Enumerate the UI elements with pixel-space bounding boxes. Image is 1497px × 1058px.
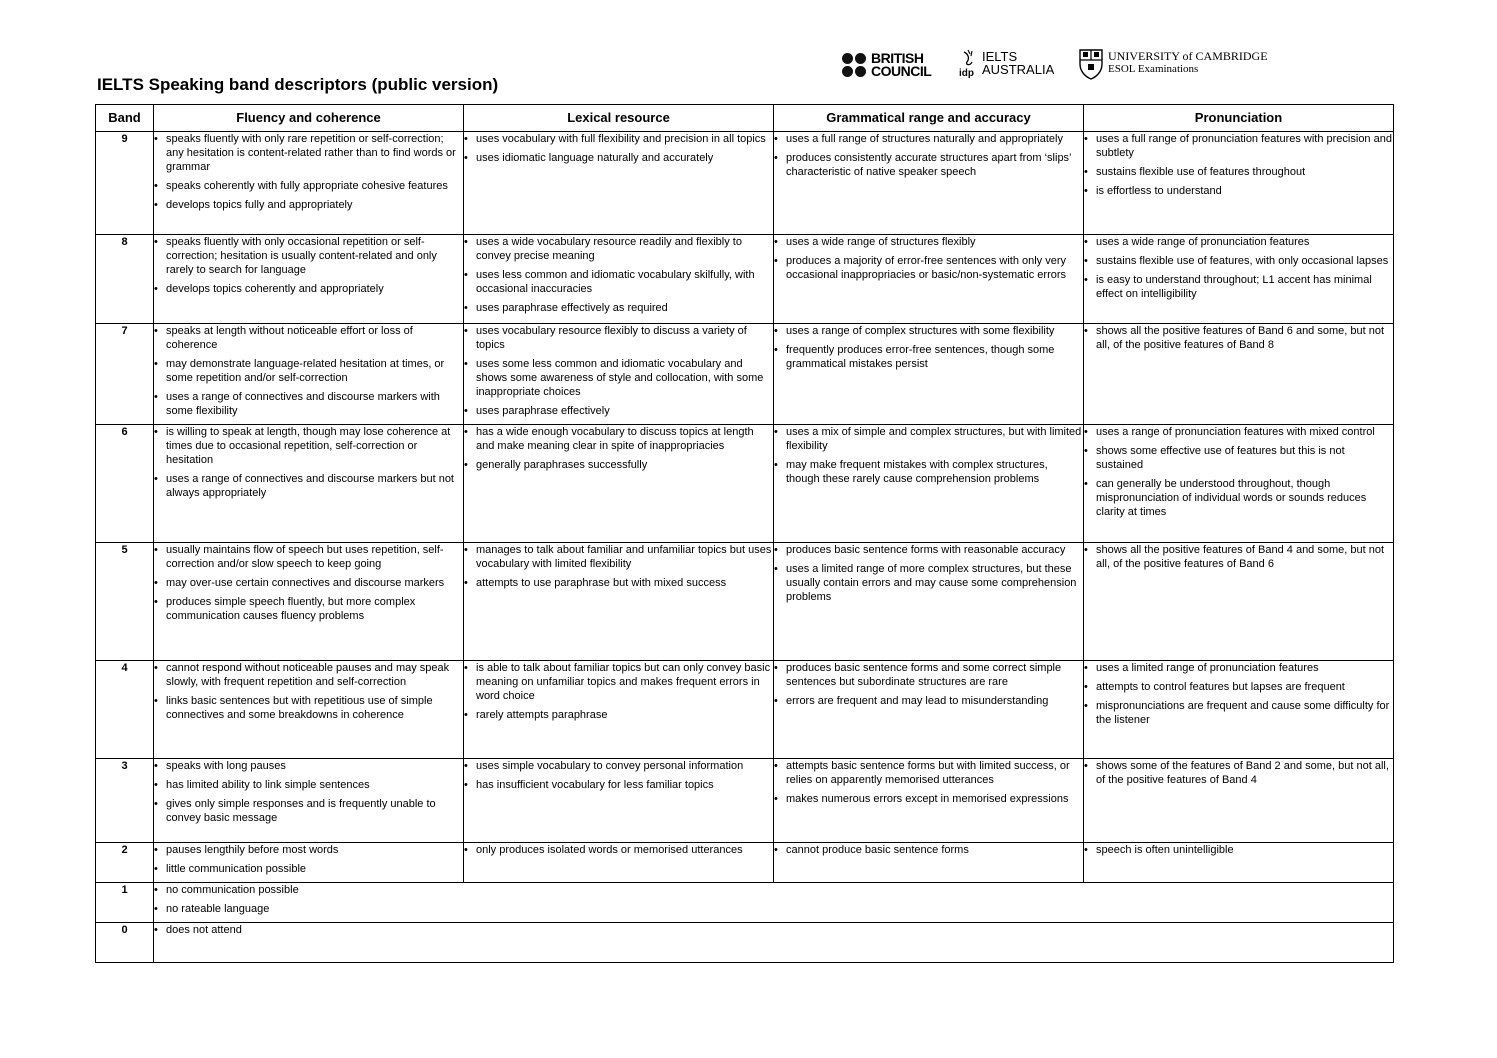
british-council-text-line2: COUNCIL xyxy=(871,63,932,79)
descriptor-cell-fluency xyxy=(154,425,464,543)
descriptor-item: • makes numerous errors except in memorised expressions xyxy=(774,792,1083,806)
descriptor-item: • may over-use certain connectives and discourse markers xyxy=(154,576,463,590)
descriptor-cell-pronunciation xyxy=(1084,843,1394,883)
descriptor-list xyxy=(464,543,773,590)
descriptor-item: • uses a wide range of pronunciation features xyxy=(1084,235,1393,249)
descriptor-item: • uses a range of connectives and discourse markers with some flexibility xyxy=(154,390,463,418)
descriptor-list xyxy=(774,235,1083,282)
descriptor-item: • sustains flexible use of features throughout xyxy=(1084,165,1393,179)
descriptor-item: • may make frequent mistakes with complex structures, though these rarely cause comprehension problems xyxy=(774,458,1083,486)
descriptor-item: • attempts to control features but lapses are frequent xyxy=(1084,680,1393,694)
column-header-pronunciation: Pronunciation xyxy=(1084,105,1394,132)
descriptor-list xyxy=(1084,132,1393,198)
descriptor-cell-lexical xyxy=(464,235,774,324)
table-row xyxy=(96,661,1394,759)
descriptor-item: • does not attend xyxy=(154,923,1393,937)
descriptor-cell-pronunciation xyxy=(1084,543,1394,661)
descriptor-item: • links basic sentences but with repetitious use of simple connectives and some breakdowns in coherence xyxy=(154,694,463,722)
descriptor-item: • mispronunciations are frequent and cause some difficulty for the listener xyxy=(1084,699,1393,727)
descriptor-item: • uses simple vocabulary to convey personal information xyxy=(464,759,773,773)
band-number: 9 xyxy=(96,132,154,235)
idp-mark-text: idp xyxy=(959,68,974,79)
idp-mark-icon xyxy=(958,48,980,80)
descriptor-list xyxy=(1084,425,1393,519)
descriptor-item: • produces basic sentence forms with reasonable accuracy xyxy=(774,543,1083,557)
column-header-fluency: Fluency and coherence xyxy=(154,105,464,132)
descriptor-cell-lexical xyxy=(464,132,774,235)
descriptor-list xyxy=(774,132,1083,179)
ielts-text: IELTS xyxy=(982,49,1018,64)
table-row xyxy=(96,883,1394,923)
descriptor-cell-fluency xyxy=(154,759,464,843)
descriptor-item: • uses a wide range of structures flexibly xyxy=(774,235,1083,249)
descriptor-cell-lexical xyxy=(464,324,774,425)
descriptor-item: • can generally be understood throughout, though mispronunciation of individual words or sounds reduces clarity at times xyxy=(1084,477,1393,519)
descriptor-list xyxy=(154,425,463,500)
ielts-australia-logo xyxy=(958,48,1058,80)
descriptor-cell-grammar xyxy=(774,235,1084,324)
descriptor-item: • uses a limited range of more complex structures, but these usually contain errors and may cause some comprehension problems xyxy=(774,562,1083,604)
column-header-band: Band xyxy=(96,105,154,132)
band-number: 8 xyxy=(96,235,154,324)
descriptor-cell-pronunciation xyxy=(1084,759,1394,843)
descriptor-item: • speaks with long pauses xyxy=(154,759,463,773)
descriptor-list xyxy=(154,923,1393,937)
descriptor-item: • cannot respond without noticeable pauses and may speak slowly, with frequent repetition and self-correction xyxy=(154,661,463,689)
descriptor-cell-fluency xyxy=(154,132,464,235)
table-row xyxy=(96,324,1394,425)
descriptor-cell-pronunciation xyxy=(1084,132,1394,235)
descriptor-cell-pronunciation xyxy=(1084,235,1394,324)
table-header-row xyxy=(96,105,1394,132)
descriptor-list xyxy=(464,759,773,792)
descriptor-list xyxy=(1084,843,1393,857)
british-council-text-line1: BRITISH xyxy=(871,50,924,66)
band-number: 1 xyxy=(96,883,154,923)
descriptor-list xyxy=(774,324,1083,371)
descriptor-item: • has insufficient vocabulary for less familiar topics xyxy=(464,778,773,792)
descriptor-cell-lexical xyxy=(464,425,774,543)
descriptor-list xyxy=(154,132,463,212)
cambridge-crest-icon xyxy=(1078,48,1104,80)
descriptor-list xyxy=(154,759,463,825)
descriptor-cell-lexical xyxy=(464,661,774,759)
cambridge-name-text: UNIVERSITY of CAMBRIDGE xyxy=(1108,49,1268,63)
descriptor-cell-grammar xyxy=(774,843,1084,883)
table-row xyxy=(96,425,1394,543)
column-header-lexical: Lexical resource xyxy=(464,105,774,132)
table-row xyxy=(96,132,1394,235)
descriptor-item: • pauses lengthily before most words xyxy=(154,843,463,857)
descriptor-list xyxy=(1084,235,1393,301)
descriptor-cell-all xyxy=(154,923,1394,963)
descriptor-item: • uses a range of connectives and discourse markers but not always appropriately xyxy=(154,472,463,500)
descriptor-cell-fluency xyxy=(154,661,464,759)
descriptor-item: • is effortless to understand xyxy=(1084,184,1393,198)
descriptor-item: • only produces isolated words or memorised utterances xyxy=(464,843,773,857)
descriptor-item: • no rateable language xyxy=(154,902,1393,916)
descriptor-item: • has a wide enough vocabulary to discuss topics at length and make meaning clear in spite of inappropriacies xyxy=(464,425,773,453)
descriptor-item: • uses idiomatic language naturally and accurately xyxy=(464,151,773,165)
descriptor-list xyxy=(774,425,1083,486)
descriptor-list xyxy=(774,759,1083,806)
descriptor-cell-lexical xyxy=(464,759,774,843)
descriptor-item: • no communication possible xyxy=(154,883,1393,897)
band-number: 5 xyxy=(96,543,154,661)
descriptor-list xyxy=(464,324,773,418)
band-number: 3 xyxy=(96,759,154,843)
table-row xyxy=(96,543,1394,661)
cambridge-logo xyxy=(1078,48,1278,82)
descriptor-item: • attempts basic sentence forms but with limited success, or relies on apparently memorised utterances xyxy=(774,759,1083,787)
descriptor-list xyxy=(464,843,773,857)
descriptor-list xyxy=(154,843,463,876)
descriptor-item: • gives only simple responses and is frequently unable to convey basic message xyxy=(154,797,463,825)
descriptor-cell-grammar xyxy=(774,425,1084,543)
descriptor-cell-pronunciation xyxy=(1084,661,1394,759)
descriptor-item: • sustains flexible use of features, with only occasional lapses xyxy=(1084,254,1393,268)
descriptor-item: • develops topics fully and appropriately xyxy=(154,198,463,212)
descriptor-list xyxy=(1084,543,1393,571)
descriptor-item: • is easy to understand throughout; L1 accent has minimal effect on intelligibility xyxy=(1084,273,1393,301)
british-council-dots-icon xyxy=(842,53,868,79)
descriptor-item: • speech is often unintelligible xyxy=(1084,843,1393,857)
band-number: 0 xyxy=(96,923,154,963)
band-descriptors-table xyxy=(95,104,1394,963)
band-number: 6 xyxy=(96,425,154,543)
band-number: 7 xyxy=(96,324,154,425)
descriptor-cell-grammar xyxy=(774,324,1084,425)
descriptor-cell-all xyxy=(154,883,1394,923)
descriptor-cell-lexical xyxy=(464,543,774,661)
descriptor-item: • usually maintains flow of speech but uses repetition, self-correction and/or slow speech to keep going xyxy=(154,543,463,571)
table-row xyxy=(96,759,1394,843)
descriptor-item: • uses a full range of pronunciation features with precision and subtlety xyxy=(1084,132,1393,160)
descriptor-item: • shows all the positive features of Band 4 and some, but not all, of the positive features of Band 6 xyxy=(1084,543,1393,571)
descriptor-cell-fluency xyxy=(154,324,464,425)
descriptor-list xyxy=(1084,759,1393,787)
descriptor-cell-fluency xyxy=(154,543,464,661)
descriptor-list xyxy=(154,661,463,722)
descriptor-cell-grammar xyxy=(774,132,1084,235)
table-row xyxy=(96,923,1394,963)
descriptor-item: • uses some less common and idiomatic vocabulary and shows some awareness of style and collocation, with some inappropriate choices xyxy=(464,357,773,399)
descriptor-item: • is willing to speak at length, though may lose coherence at times due to occasional repetition, self-correction or hesitation xyxy=(154,425,463,467)
descriptor-list xyxy=(154,324,463,418)
descriptor-item: • produces simple speech fluently, but more complex communication causes fluency problems xyxy=(154,595,463,623)
descriptor-list xyxy=(774,843,1083,857)
descriptor-item: • speaks fluently with only occasional repetition or self-correction; hesitation is usually content-related and only rarely to search for language xyxy=(154,235,463,277)
descriptor-list xyxy=(464,661,773,722)
descriptor-item: • shows some effective use of features but this is not sustained xyxy=(1084,444,1393,472)
descriptor-list xyxy=(464,132,773,165)
descriptor-item: • uses less common and idiomatic vocabulary skilfully, with occasional inaccuracies xyxy=(464,268,773,296)
descriptor-cell-fluency xyxy=(154,235,464,324)
descriptor-item: • errors are frequent and may lead to misunderstanding xyxy=(774,694,1083,708)
descriptor-list xyxy=(774,661,1083,708)
descriptor-item: • rarely attempts paraphrase xyxy=(464,708,773,722)
descriptor-item: • is able to talk about familiar topics but can only convey basic meaning on unfamiliar topics and makes frequent errors in word choice xyxy=(464,661,773,703)
descriptor-item: • uses a mix of simple and complex structures, but with limited flexibility xyxy=(774,425,1083,453)
column-header-grammar: Grammatical range and accuracy xyxy=(774,105,1084,132)
descriptor-item: • uses a range of pronunciation features with mixed control xyxy=(1084,425,1393,439)
descriptor-cell-fluency xyxy=(154,843,464,883)
descriptor-cell-pronunciation xyxy=(1084,425,1394,543)
descriptor-cell-lexical xyxy=(464,843,774,883)
descriptor-item: • has limited ability to link simple sentences xyxy=(154,778,463,792)
descriptor-item: • may demonstrate language-related hesitation at times, or some repetition and/or self-correction xyxy=(154,357,463,385)
descriptor-list xyxy=(464,235,773,315)
descriptor-list xyxy=(774,543,1083,604)
descriptor-item: • uses a wide vocabulary resource readily and flexibly to convey precise meaning xyxy=(464,235,773,263)
descriptor-list xyxy=(154,883,1393,916)
descriptor-list xyxy=(464,425,773,472)
descriptor-item: • speaks at length without noticeable effort or loss of coherence xyxy=(154,324,463,352)
descriptor-cell-grammar xyxy=(774,661,1084,759)
descriptor-item: • develops topics coherently and appropriately xyxy=(154,282,463,296)
band-number: 4 xyxy=(96,661,154,759)
descriptor-item: • speaks fluently with only rare repetition or self-correction; any hesitation is content-related rather than to find words or grammar xyxy=(154,132,463,174)
table-row xyxy=(96,843,1394,883)
descriptor-item: • shows some of the features of Band 2 and some, but not all, of the positive features of Band 4 xyxy=(1084,759,1393,787)
descriptor-item: • produces a majority of error-free sentences with only very occasional inappropriacies or basic/non-systematic errors xyxy=(774,254,1083,282)
descriptor-item: • frequently produces error-free sentences, though some grammatical mistakes persist xyxy=(774,343,1083,371)
descriptor-item: • uses vocabulary with full flexibility and precision in all topics xyxy=(464,132,773,146)
descriptor-item: • uses a limited range of pronunciation features xyxy=(1084,661,1393,675)
descriptor-item: • shows all the positive features of Band 6 and some, but not all, of the positive features of Band 8 xyxy=(1084,324,1393,352)
descriptor-item: • uses paraphrase effectively as required xyxy=(464,301,773,315)
cambridge-esol-text: ESOL Examinations xyxy=(1108,63,1199,75)
descriptor-list xyxy=(154,543,463,623)
descriptor-item: • uses paraphrase effectively xyxy=(464,404,773,418)
descriptor-item: • uses a full range of structures naturally and appropriately xyxy=(774,132,1083,146)
descriptor-list xyxy=(1084,661,1393,727)
table-row xyxy=(96,235,1394,324)
band-number: 2 xyxy=(96,843,154,883)
descriptor-cell-pronunciation xyxy=(1084,324,1394,425)
descriptor-item: • manages to talk about familiar and unfamiliar topics but uses vocabulary with limited flexibility xyxy=(464,543,773,571)
australia-text: AUSTRALIA xyxy=(982,62,1055,77)
page-title: IELTS Speaking band descriptors (public version) xyxy=(97,75,499,94)
descriptor-item: • cannot produce basic sentence forms xyxy=(774,843,1083,857)
descriptor-list xyxy=(154,235,463,296)
descriptor-cell-grammar xyxy=(774,759,1084,843)
descriptor-cell-grammar xyxy=(774,543,1084,661)
descriptor-item: • generally paraphrases successfully xyxy=(464,458,773,472)
descriptor-list xyxy=(1084,324,1393,352)
british-council-logo xyxy=(840,50,940,80)
descriptor-item: • produces basic sentence forms and some correct simple sentences but subordinate structures are rare xyxy=(774,661,1083,689)
descriptor-item: • uses a range of complex structures with some flexibility xyxy=(774,324,1083,338)
descriptor-item: • attempts to use paraphrase but with mixed success xyxy=(464,576,773,590)
descriptor-item: • speaks coherently with fully appropriate cohesive features xyxy=(154,179,463,193)
descriptor-item: • uses vocabulary resource flexibly to discuss a variety of topics xyxy=(464,324,773,352)
descriptor-item: • little communication possible xyxy=(154,862,463,876)
descriptor-item: • produces consistently accurate structures apart from ‘slips’ characteristic of native speaker speech xyxy=(774,151,1083,179)
